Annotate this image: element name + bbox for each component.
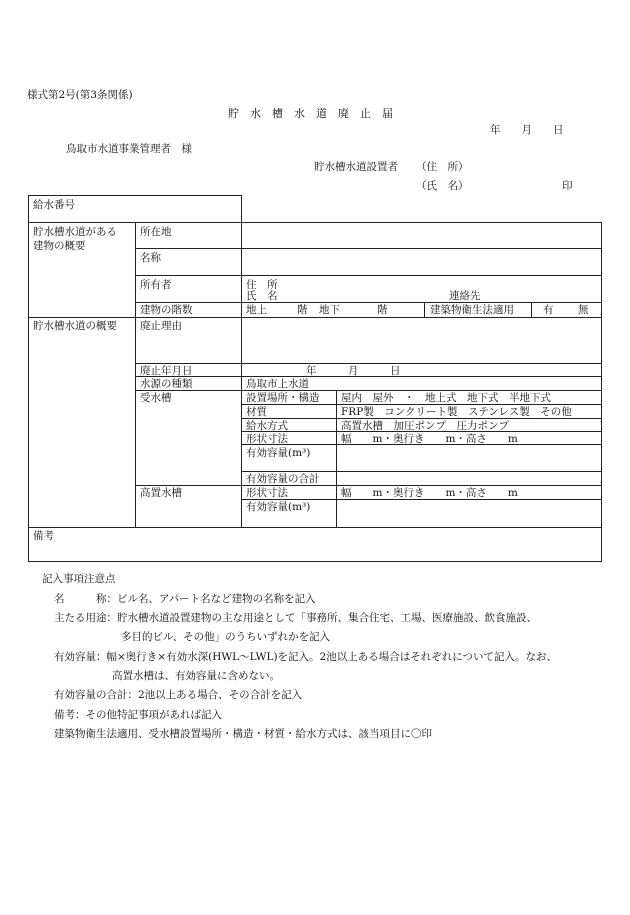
- water-supply-number-label: 給水番号: [33, 199, 75, 211]
- form-number: 様式第2号(第3条関係): [27, 89, 133, 101]
- owner-address-label: 住 所: [246, 279, 278, 291]
- supply-method-label: 給水方式: [246, 420, 288, 432]
- supply-method-options: 高置水槽 加圧ポンプ 圧力ポンプ: [341, 420, 509, 432]
- water-source-value: 鳥取市上水道: [246, 378, 309, 390]
- notes-heading: 記入事項注意点: [42, 573, 116, 585]
- underground-label: 地下: [319, 304, 340, 316]
- building-overview-label-line2: 建物の概要: [33, 240, 86, 252]
- abolish-reason-label: 廃止理由: [140, 320, 182, 332]
- water-source-label: 水源の種類: [140, 378, 193, 390]
- owner-label: 所有者: [140, 279, 172, 291]
- above-ground-label: 地上: [246, 304, 267, 316]
- install-place-label: 設置場所・構造: [246, 392, 320, 404]
- elevated-dimensions-label: 形状寸法: [246, 487, 288, 499]
- sanitation-no-option: 無: [578, 304, 589, 316]
- applicant-label: 貯水槽水道設置者: [314, 161, 398, 173]
- name-label: （氏 名）: [416, 180, 469, 192]
- seal-mark: 印: [562, 180, 573, 192]
- contact-label: 連絡先: [449, 290, 481, 302]
- owner-name-label: 氏 名: [246, 290, 278, 302]
- elevated-dimensions-value: 幅 m・奥行き m・高さ m: [341, 487, 518, 499]
- dimensions-value: 幅 m・奥行き m・高さ m: [341, 433, 518, 445]
- receiving-tank-label: 受水槽: [140, 392, 172, 404]
- note-item-usage-line1: 主たる用途：貯水槽水道設置建物の主な用途として「事務所、集合住宅、工場、医療施設、飲食施設、: [54, 612, 537, 624]
- note-item-remarks: 備考：その他特記事項があれば記入: [54, 709, 222, 721]
- install-place-options: 屋内 屋外 ・ 地上式 地下式 半地下式: [341, 392, 551, 404]
- building-name-label: 名称: [140, 252, 161, 264]
- above-ground-unit: 階: [297, 304, 308, 316]
- dimensions-label: 形状寸法: [246, 433, 288, 445]
- elevated-tank-label: 高置水槽: [140, 487, 182, 499]
- date-field: 年 月 日: [490, 124, 564, 136]
- addressee: 鳥取市水道事業管理者 様: [66, 143, 192, 155]
- sanitation-law-label: 建築物衛生法適用: [430, 304, 514, 316]
- location-label: 所在地: [140, 226, 172, 238]
- abolish-date-label: 廃止年月日: [140, 365, 193, 377]
- building-overview-label-line1: 貯水槽水道がある: [33, 226, 117, 238]
- tank-overview-label: 貯水槽水道の概要: [33, 320, 117, 332]
- sanitation-yes-option: 有: [543, 304, 554, 316]
- note-item-capacity-total: 有効容量の合計：2池以上ある場合、その合計を記入: [54, 689, 303, 701]
- abolish-date-value: 年 月 日: [306, 365, 401, 377]
- capacity-total-label: 有効容量の合計: [246, 473, 320, 485]
- elevated-capacity-label: 有効容量(m³): [246, 501, 311, 513]
- underground-unit: 階: [377, 304, 388, 316]
- floors-label: 建物の階数: [140, 304, 193, 316]
- note-item-usage-line2: 多目的ビル、その他」のうちいずれかを記入: [121, 631, 331, 643]
- material-options: FRP製 コンクリート製 ステンレス製 その他: [341, 406, 572, 418]
- address-label: （住 所）: [416, 161, 469, 173]
- capacity-label: 有効容量(m³): [246, 447, 311, 459]
- note-item-circle-instruction: 建築物衛生法適用、受水槽設置場所・構造・材質・給水方式は、該当項目に〇印: [54, 728, 432, 740]
- material-label: 材質: [246, 406, 267, 418]
- page-title: 貯 水 槽 水 道 廃 止 届: [228, 107, 393, 120]
- note-item-capacity-line1: 有効容量：幅×奥行き×有効水深(HWL～LWL)を記入。2池以上ある場合はそれぞれについて記入。なお、: [54, 651, 558, 663]
- note-item-capacity-line2: 高置水槽は、有効容量に含めない。: [112, 670, 280, 682]
- remarks-label: 備考: [33, 530, 54, 542]
- note-item-name: 名 称：ビル名、アパート名など建物の名称を記入: [54, 593, 316, 605]
